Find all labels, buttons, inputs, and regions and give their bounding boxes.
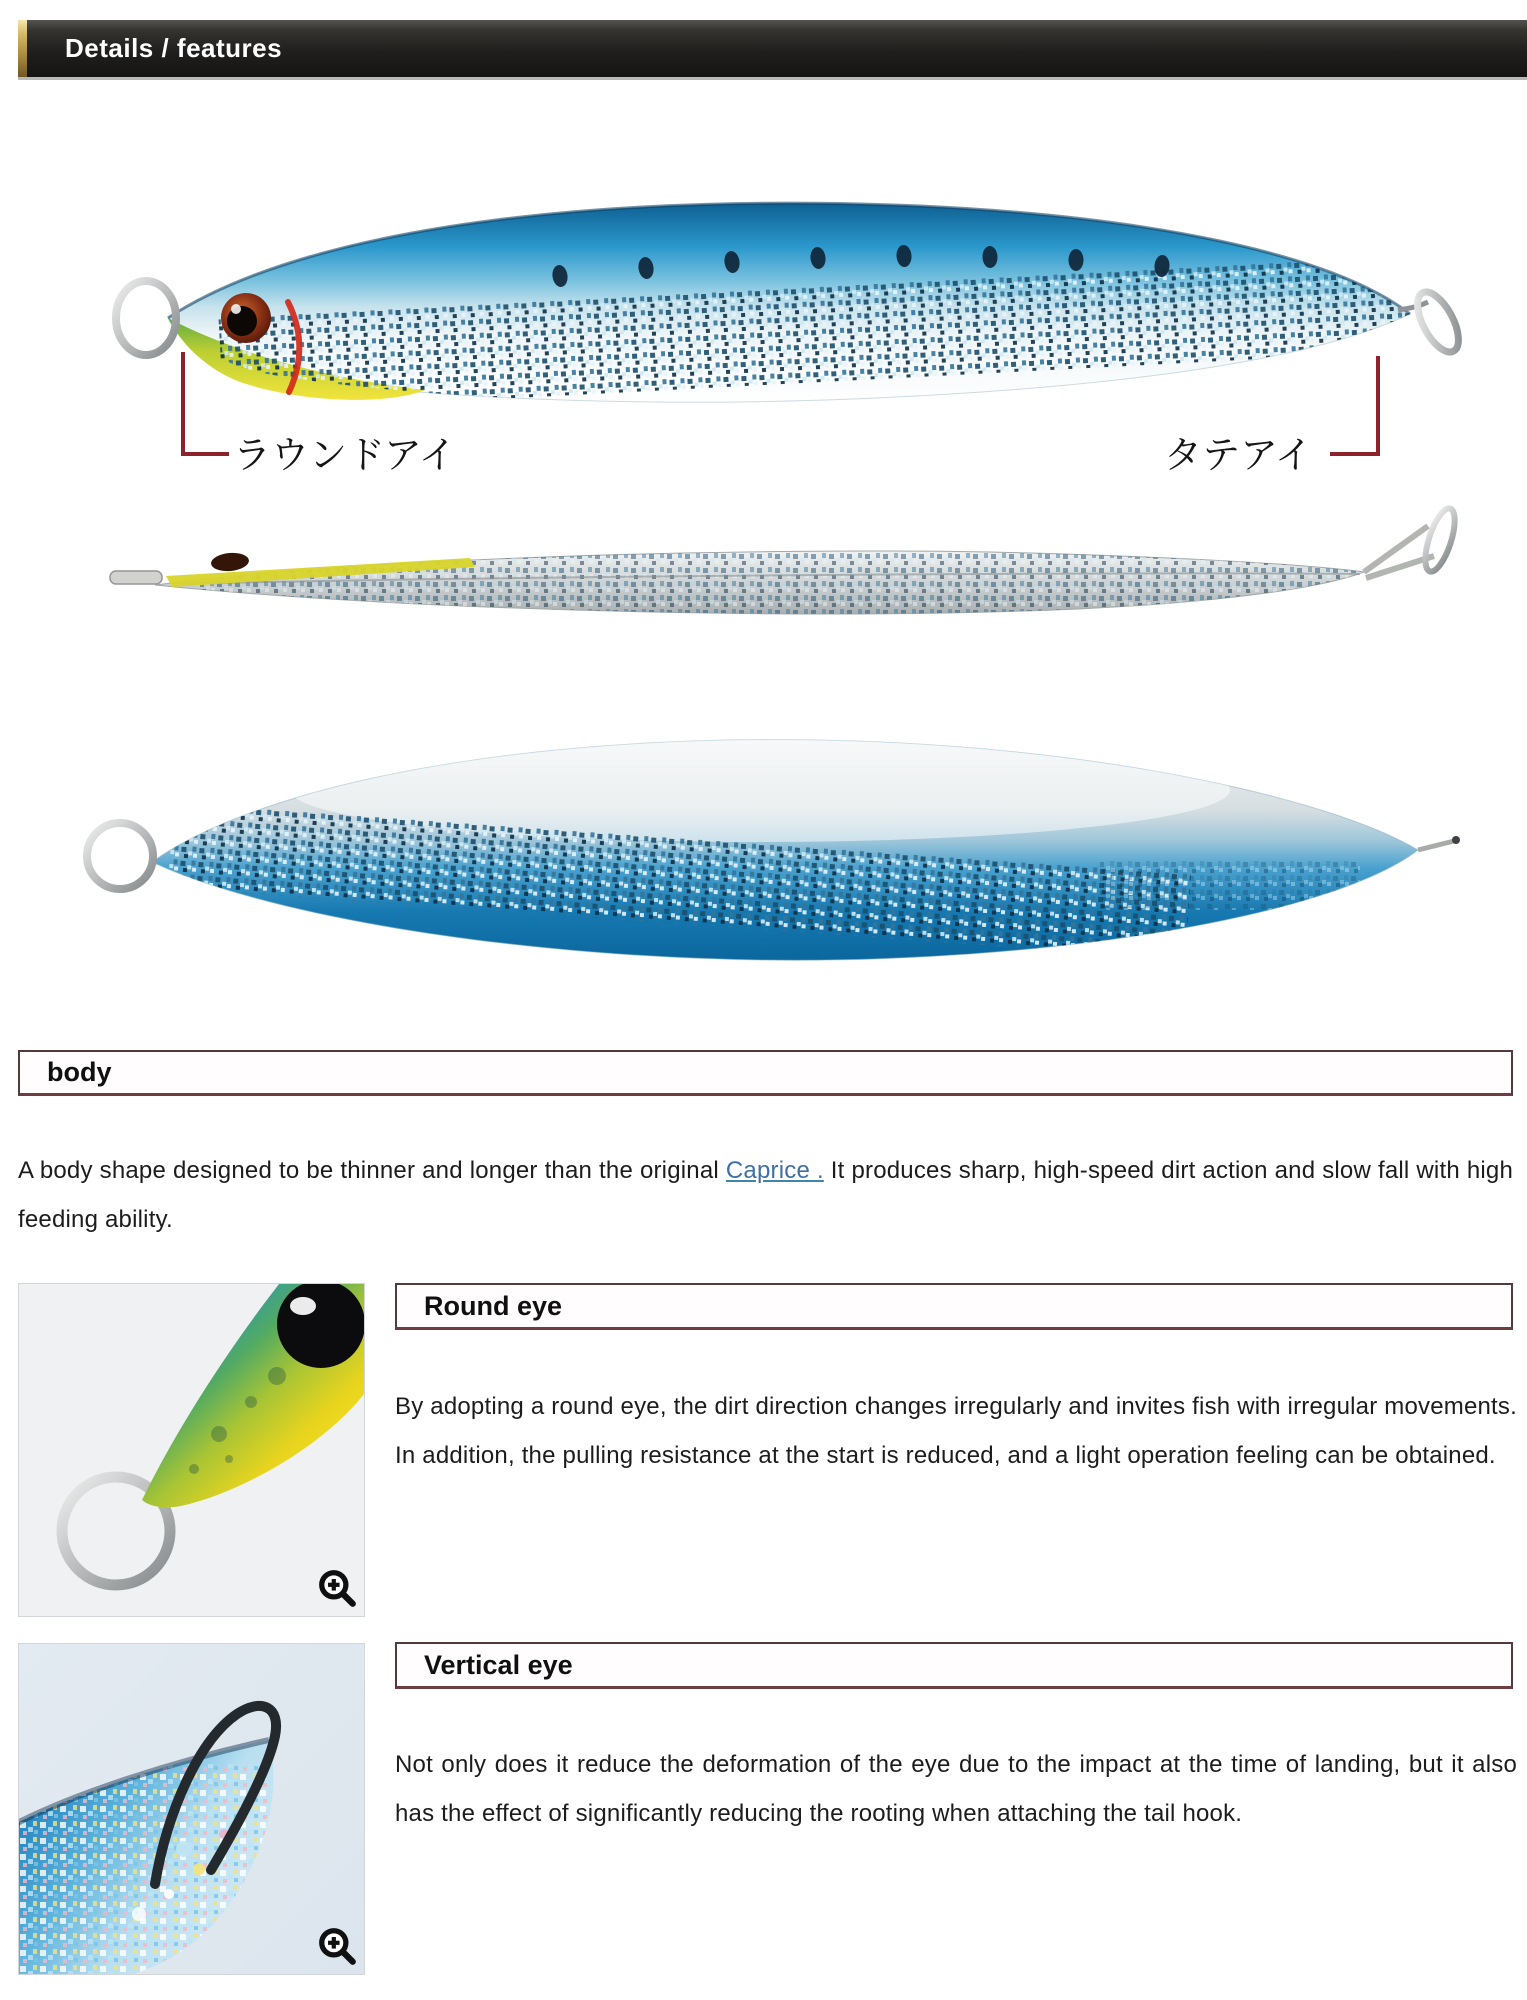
body-section-title: body [47,1057,112,1087]
vertical-eye-zoom-button[interactable] [317,1926,359,1968]
gold-accent-stripe [18,20,27,77]
caprice-link[interactable]: Caprice . [725,1157,824,1184]
body-text-after-link: It produces sharp, high-speed dirt action and slow fall with high feeding ability. [18,1157,1513,1233]
section-header-bar [18,20,1527,80]
round-eye-label-jp: ラウンドアイ [233,435,457,477]
body-section-header [18,1050,1513,1096]
vertical-eye-paragraph: Not only does it reduce the deformation of the eye due to the impact at the time of landing, but it also has the effect of significantly reducing the rooting when attaching the tail hook. [395,1751,1517,1827]
round-eye-thumbnail[interactable] [18,1283,365,1617]
round-eye-callout-line [181,352,229,456]
zoom-in-icon [317,1926,359,1968]
round-eye-zoom-button[interactable] [317,1568,359,1610]
vertical-eye-thumbnail[interactable] [18,1643,365,1975]
body-section-paragraph [18,1146,1513,1244]
round-eye-paragraph: By adopting a round eye, the dirt direction changes irregularly and invites fish with irregular movements. In addition, the pulling resistance at the start is reduced, and a light operation feeling can be obtained. [395,1393,1517,1469]
lure-side-view [116,203,1467,413]
round-eye-closeup-image [19,1284,364,1616]
tail-wire-eye [1409,286,1466,358]
zoom-in-icon [317,1568,359,1610]
round-eye-section-header [395,1283,1513,1330]
body-text-before-link: A body shape designed to be thinner and longer than the original [18,1157,726,1184]
lure-top-view [110,505,1461,618]
vertical-eye-label-jp: タテアイ [1164,435,1313,477]
lure-product-images [0,90,1527,1040]
page-title: Details / features [65,33,283,63]
vertical-eye-section-header [395,1642,1513,1689]
vertical-eye-title: Vertical eye [424,1649,573,1680]
vertical-eye-closeup-image [19,1644,364,1974]
round-eye-title: Round eye [424,1290,563,1321]
nose-split-ring [116,281,176,355]
vertical-eye-callout-line [1330,356,1380,456]
lure-bottom-view [87,738,1460,960]
